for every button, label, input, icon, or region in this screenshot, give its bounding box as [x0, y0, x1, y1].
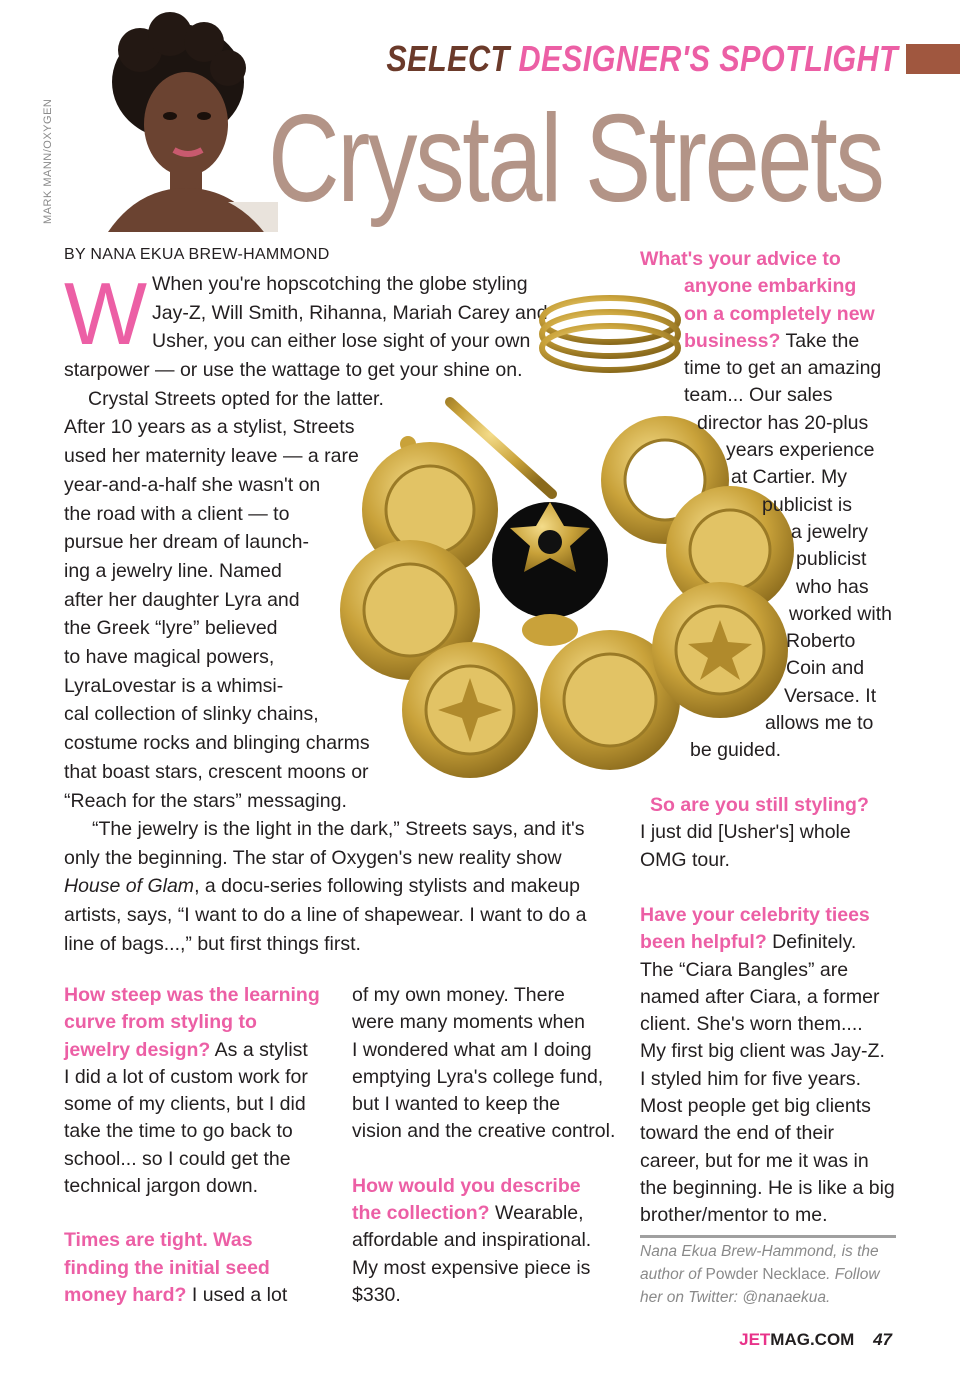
show-title: House of Glam: [64, 875, 195, 898]
qa-mid-column: [352, 982, 622, 1309]
answer-line: affordable and inspirational.: [352, 1229, 592, 1252]
answer-line: time to get an amazing: [684, 357, 882, 380]
intro-line: to have magical powers,: [64, 646, 275, 669]
answer-line: of my own money. There: [352, 984, 565, 1006]
portrait-image: [78, 12, 278, 232]
intro-line: When you're hopscotching the globe styling: [152, 273, 528, 295]
bio-text: . Follow: [826, 1266, 880, 1283]
answer-line: vision and the creative control.: [352, 1120, 616, 1143]
intro-line: After 10 years as a stylist, Streets: [64, 416, 355, 439]
intro-line: the road with a client — to: [64, 502, 290, 525]
question-seed-money: finding the initial seed: [64, 1256, 270, 1279]
section-label: [386, 38, 898, 80]
intro-line: costume rocks and blinging charms: [64, 732, 370, 755]
qa-line: [64, 1282, 334, 1309]
author-bio: [640, 1240, 900, 1309]
page-number: 47: [873, 1330, 892, 1349]
qa-right-celebrity: [640, 902, 920, 1230]
footer-brand[interactable]: JET: [739, 1330, 771, 1349]
intro-line: that boast stars, crescent moons or: [64, 760, 369, 783]
intro-line: ing a jewelry line. Named: [64, 559, 282, 582]
answer-learning-curve: As a stylist: [210, 1038, 308, 1061]
intro-line: starpower — or use the wattage to get your shine on.: [64, 359, 523, 381]
headline: Crystal Streets: [268, 90, 883, 228]
answer-line: toward the end of their: [640, 1122, 835, 1145]
answer-line: team... Our sales: [684, 384, 833, 407]
answer-line: at Cartier. My: [731, 466, 847, 489]
answer-line: publicist is: [762, 493, 852, 516]
answer-describe-collection: Wearable,: [489, 1202, 584, 1225]
answer-line: be guided.: [690, 739, 782, 762]
question-seed-money: money hard?: [64, 1283, 187, 1306]
answer-line: My first big client was Jay-Z.: [640, 1040, 885, 1063]
qa-line: [640, 929, 920, 956]
answer-line: a jewelry: [791, 520, 868, 543]
answer-seed-money: I used a lot: [186, 1283, 288, 1306]
answer-line: allows me to: [765, 712, 874, 735]
answer-celebrity-ties: Definitely.: [766, 931, 857, 954]
answer-line: $330.: [352, 1283, 401, 1306]
question-advice: What's your advice to: [640, 248, 841, 270]
question-learning-curve: How steep was the learning: [64, 984, 320, 1006]
intro-line: used her maternity leave — a rare: [64, 445, 359, 468]
answer-line: publicist: [796, 548, 867, 571]
intro-line: the Greek “lyre” believed: [64, 617, 278, 640]
intro-lines-bottom: [64, 815, 624, 959]
question-learning-curve: jewelry design?: [64, 1038, 211, 1061]
question-seed-money: Times are tight. Was: [64, 1229, 253, 1252]
footer-brand-rest[interactable]: MAG.COM: [770, 1330, 855, 1349]
intro-line: line of bags...,” but first things first.: [64, 932, 361, 955]
question-advice: anyone embarking: [684, 275, 857, 298]
book-title: Powder Necklace: [705, 1266, 827, 1283]
question-advice: on a completely new: [684, 302, 875, 325]
answer-line: who has: [796, 575, 869, 598]
answer-line: technical jargon down.: [64, 1175, 259, 1198]
intro-line: [64, 872, 624, 901]
bio-twitter[interactable]: her on Twitter: @nanaekua.: [640, 1289, 831, 1306]
answer-line: emptying Lyra's college fund,: [352, 1065, 604, 1088]
answer-line: but I wanted to keep the: [352, 1093, 561, 1116]
answer-line: Coin and: [786, 657, 865, 680]
answer-line: client. She's worn them....: [640, 1013, 863, 1036]
intro-line: “The jewelry is the light in the dark,” Streets says, and it's: [92, 818, 585, 840]
page-footer: [739, 1330, 892, 1350]
bio-divider: [640, 1235, 896, 1238]
answer-line: brother/mentor to me.: [640, 1204, 828, 1227]
answer-line: I wondered what am I doing: [352, 1038, 592, 1061]
answer-line: years experience: [726, 439, 875, 462]
section-label-spotlight: DESIGNER'S SPOTLIGHT: [518, 38, 898, 79]
answer-line: Most people get big clients: [640, 1095, 871, 1118]
intro-line: cal collection of slinky chains,: [64, 703, 319, 726]
answer-line: director has 20-plus: [697, 411, 869, 434]
answer-line: The “Ciara Bangles” are: [640, 958, 849, 981]
qa-line: [64, 1037, 334, 1064]
intro-line: LyraLovestar is a whimsi-: [64, 674, 284, 697]
question-celebrity-ties: Have your celebrity tiees: [640, 904, 870, 926]
byline: BY NANA EKUA BREW-HAMMOND: [64, 246, 330, 263]
qa-left-column: [64, 982, 334, 1309]
qa-line: [352, 1200, 622, 1227]
answer-line: worked with: [789, 602, 892, 625]
question-learning-curve: curve from styling to: [64, 1011, 257, 1034]
section-label-bar: [906, 44, 960, 74]
answer-line: I styled him for five years.: [640, 1067, 862, 1090]
intro-line: artists, says, “I want to do a line of shapewear. I want to do a: [64, 904, 587, 927]
bio-line: [640, 1263, 900, 1286]
qa-line: [640, 328, 920, 355]
intro-line: pursue her dream of launch-: [64, 531, 309, 554]
answer-line: school... so I could get the: [64, 1147, 291, 1170]
intro-line: Jay-Z, Will Smith, Rihanna, Mariah Carey and: [152, 301, 548, 324]
section-label-select: SELECT: [386, 38, 510, 79]
question-advice: business?: [684, 329, 781, 352]
intro-line: after her daughter Lyra and: [64, 588, 300, 611]
intro-line: “Reach for the stars” messaging.: [64, 789, 347, 812]
question-still-styling: So are you still styling?: [650, 794, 869, 816]
answer-line: Roberto: [786, 630, 856, 653]
drop-cap: W: [64, 264, 148, 363]
answer-line: named after Ciara, a former: [640, 985, 880, 1008]
answer-line: OMG tour.: [640, 848, 730, 871]
question-describe-collection: the collection?: [352, 1202, 490, 1225]
qa-right-styling: [640, 792, 920, 874]
answer-line: I did a lot of custom work for: [64, 1065, 308, 1088]
intro-line: Crystal Streets opted for the latter.: [88, 387, 384, 410]
answer-line: I just did [Usher's] whole: [640, 821, 851, 844]
intro-line: only the beginning. The star of Oxygen's new reality show: [64, 846, 562, 869]
show-rest: , a docu-series following stylists and makeup: [194, 875, 580, 898]
intro-line: year-and-a-half she wasn't on: [64, 473, 321, 496]
photo-credit: MARK MANN/OXYGEN: [42, 98, 54, 224]
answer-line: were many moments when: [352, 1011, 586, 1034]
answer-advice: Take the: [780, 329, 860, 352]
answer-line: Versace. It: [784, 684, 877, 707]
answer-line: some of my clients, but I did: [64, 1093, 306, 1116]
answer-line: career, but for me it was in: [640, 1149, 869, 1172]
bio-line: Nana Ekua Brew-Hammond, is the: [640, 1243, 879, 1260]
bio-text: author of: [640, 1266, 706, 1283]
question-celebrity-ties: been helpful?: [640, 931, 767, 954]
answer-line: take the time to go back to: [64, 1120, 293, 1143]
question-describe-collection: How would you describe: [352, 1174, 581, 1197]
answer-line: My most expensive piece is: [352, 1256, 591, 1279]
qa-right-advice: [640, 246, 920, 765]
answer-line: the beginning. He is like a big: [640, 1176, 895, 1199]
intro-line: Usher, you can either lose sight of your own: [152, 330, 531, 353]
